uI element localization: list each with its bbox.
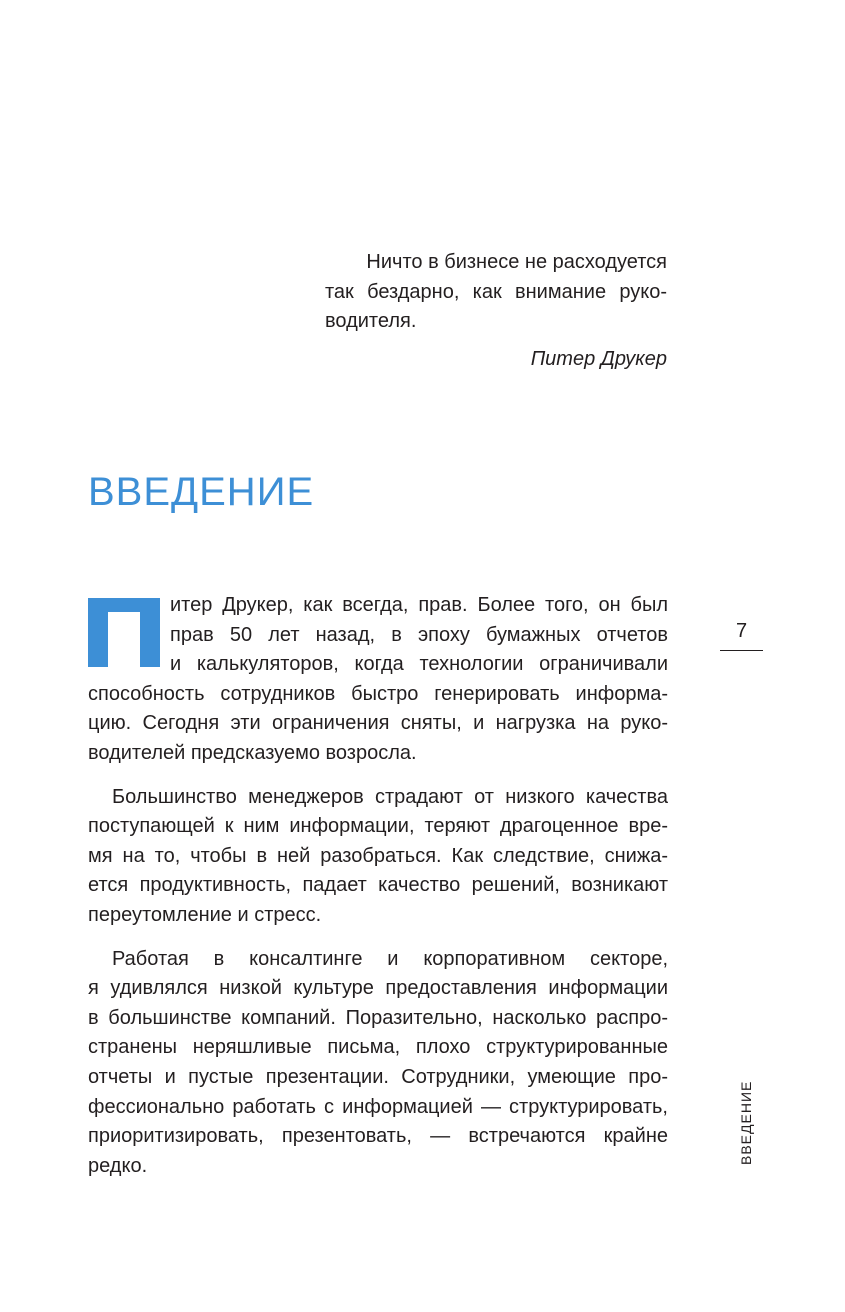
text-line: отчеты и пустые презентации. Сотрудники, умеющие про-	[88, 1065, 668, 1088]
running-head: ВВЕДЕНИЕ	[738, 1080, 754, 1165]
text-line: и калькуляторов, когда технологии ограничивали	[170, 653, 668, 676]
text-line: ется продуктивность, падает качество решений, возникают	[88, 874, 668, 897]
body-text	[88, 591, 668, 1195]
text-line: Большинство менеджеров страдают от низкого качества	[112, 785, 668, 808]
epigraph-line-2: так бездарно, как внимание руко-	[325, 280, 667, 303]
text-line: в большинстве компаний. Поразительно, насколько распро-	[88, 1006, 668, 1029]
text-line: странены неряшливые письма, плохо структурированные	[88, 1036, 668, 1059]
text-line: редко.	[88, 1154, 148, 1177]
text-line: фессионально работать с информацией — структурировать,	[88, 1095, 668, 1118]
epigraph-author: Питер Друкер	[530, 348, 667, 370]
chapter-title: ВВЕДЕНИЕ	[88, 470, 315, 514]
text-line: цию. Сегодня эти ограничения сняты, и нагрузка на руко-	[88, 712, 668, 735]
text-line: итер Друкер, как всегда, прав. Более того, он был	[170, 594, 668, 616]
text-line: поступающей к ним информации, теряют драгоценное вре-	[88, 815, 668, 838]
paragraph-1	[88, 591, 668, 769]
text-line: водителей предсказуемо возросла.	[88, 741, 417, 764]
epigraph-line-1: Ничто в бизнесе не расходуется	[366, 251, 667, 273]
page-number: 7	[735, 620, 748, 642]
paragraph-2	[88, 783, 668, 931]
text-line: приоритизировать, презентовать, — встречаются крайне	[88, 1125, 668, 1148]
text-line: мя на то, чтобы в ней разобраться. Как следствие, снижа-	[88, 844, 668, 867]
page-number-rule	[720, 650, 763, 651]
text-line: прав 50 лет назад, в эпоху бумажных отчетов	[170, 623, 668, 646]
text-line: я удивлялся низкой культуре предоставления информации	[88, 977, 668, 1000]
paragraph-3	[88, 945, 668, 1182]
text-line: способность сотрудников быстро генерировать информа-	[88, 682, 668, 705]
text-line: Работая в консалтинге и корпоративном секторе,	[112, 947, 668, 970]
text-line: переутомление и стресс.	[88, 903, 322, 926]
epigraph	[325, 248, 667, 337]
epigraph-line-3: водителя.	[325, 310, 417, 332]
